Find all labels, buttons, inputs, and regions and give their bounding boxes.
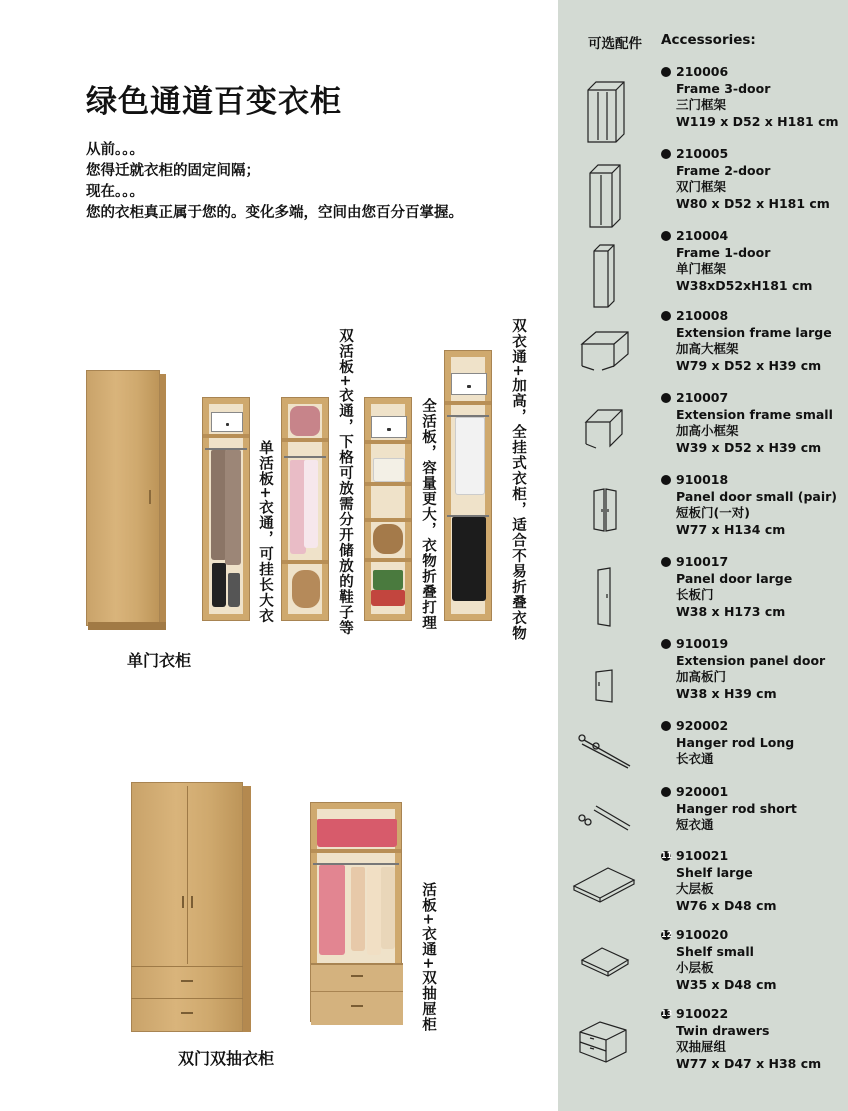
- item-code: 920001: [676, 784, 729, 799]
- accessory-item: [661, 1006, 821, 1072]
- config-caption: 双衣通+加高，全挂式衣柜，适合不易折叠衣物: [510, 318, 526, 642]
- item-name-en: Extension frame large: [676, 324, 832, 340]
- accessory-item: [661, 228, 812, 294]
- item-code: 920002: [676, 718, 729, 733]
- intro-line: 现在。。。: [86, 184, 144, 200]
- double-door-wardrobe-image: [131, 782, 251, 1038]
- intro-line: 您的衣柜真正属于您的。变化多端，空间由您百分百掌握。: [86, 205, 463, 221]
- item-name-en: Hanger rod Long: [676, 734, 795, 750]
- config-double-shelf-rod-image: [281, 397, 329, 621]
- bullet-icon: 11: [661, 851, 673, 861]
- item-name-cn: 单门框架: [676, 261, 727, 276]
- twin-drawers-icon: [578, 1018, 628, 1064]
- frame-2door-icon: [588, 163, 622, 229]
- frame-1door-icon: [592, 243, 616, 309]
- config-caption: 单活板+衣通，可挂长大衣: [257, 440, 273, 624]
- bullet-icon: 12: [661, 930, 673, 940]
- intro-line: 从前。。。: [86, 142, 144, 158]
- item-name-en: Hanger rod short: [676, 800, 797, 816]
- item-name-en: Shelf large: [676, 864, 753, 880]
- item-code: 910020: [676, 927, 729, 942]
- bullet-icon: [661, 393, 671, 403]
- config-shelf-rod-drawers-image: [310, 802, 402, 1022]
- accessory-item: [661, 784, 797, 834]
- item-code: 910019: [676, 636, 729, 651]
- item-size: W35 x D48 cm: [676, 976, 777, 992]
- item-name-cn: 短板门(一对): [676, 505, 750, 520]
- shelf-large-icon: [572, 864, 636, 904]
- item-code: 210007: [676, 390, 729, 405]
- extension-frame-small-icon: [584, 408, 624, 452]
- item-code: 210005: [676, 146, 729, 161]
- accessory-item: [661, 554, 792, 620]
- shelf-small-icon: [580, 944, 630, 980]
- item-code: 910021: [676, 848, 729, 863]
- bullet-icon: [661, 639, 671, 649]
- config-caption: 活板+衣通+双抽屉柜: [420, 882, 436, 1033]
- item-size: W38 x H173 cm: [676, 603, 786, 619]
- hanger-rod-long-icon: [576, 730, 634, 770]
- accessory-item: [661, 64, 839, 130]
- accessory-item: [661, 927, 777, 993]
- config-all-shelves-image: [364, 397, 412, 621]
- item-size: W77 x D47 x H38 cm: [676, 1055, 822, 1071]
- config-double-rod-extension-image: [444, 350, 492, 621]
- item-code: 210008: [676, 308, 729, 323]
- panel-door-large-icon: [596, 566, 612, 628]
- frame-3door-icon: [586, 80, 626, 144]
- intro-text: [86, 140, 463, 224]
- bullet-icon: [661, 231, 671, 241]
- accessory-item: [661, 146, 830, 212]
- hanger-rod-short-icon: [576, 800, 634, 832]
- item-name-cn: 加高大框架: [676, 341, 739, 356]
- item-size: W38xD52xH181 cm: [676, 277, 813, 293]
- accessories-header-cn: 可选配件: [588, 36, 642, 52]
- config-caption: 双活板+衣通，下格可放需分开储放的鞋子等: [337, 328, 353, 636]
- item-code: 910018: [676, 472, 729, 487]
- bullet-icon: [661, 67, 671, 77]
- item-name-en: Twin drawers: [676, 1022, 770, 1038]
- item-name-cn: 小层板: [676, 960, 714, 975]
- page-title: 绿色通道百变衣柜: [86, 84, 342, 120]
- accessory-item: [661, 848, 777, 914]
- accessory-item: [661, 390, 833, 456]
- item-size: W38 x H39 cm: [676, 685, 777, 701]
- bullet-icon: [661, 475, 671, 485]
- item-name-cn: 双抽屉组: [676, 1039, 727, 1054]
- item-name-cn: 大层板: [676, 881, 714, 896]
- bullet-icon: [661, 557, 671, 567]
- item-size: W80 x D52 x H181 cm: [676, 195, 830, 211]
- accessory-item: [661, 308, 832, 374]
- item-name-en: Frame 3-door: [676, 80, 771, 96]
- intro-line: 您得迁就衣柜的固定间隔；: [86, 163, 260, 179]
- accessory-item: [661, 636, 825, 702]
- config-caption: 全活板，容量更大，衣物折叠打理: [420, 398, 436, 631]
- item-name-cn: 加高小框架: [676, 423, 739, 438]
- item-size: W79 x D52 x H39 cm: [676, 357, 822, 373]
- accessory-item: [661, 472, 837, 538]
- extension-frame-large-icon: [580, 330, 630, 372]
- bullet-icon: [661, 311, 671, 321]
- item-size: W39 x D52 x H39 cm: [676, 439, 822, 455]
- item-size: W119 x D52 x H181 cm: [676, 113, 839, 129]
- item-name-cn: 加高板门: [676, 669, 727, 684]
- item-name-cn: 三门框架: [676, 97, 727, 112]
- config-single-shelf-rod-image: [202, 397, 250, 621]
- bullet-icon: [661, 787, 671, 797]
- item-name-en: Frame 2-door: [676, 162, 771, 178]
- single-door-caption: 单门衣柜: [127, 651, 192, 670]
- item-size: W76 x D48 cm: [676, 897, 777, 913]
- panel-door-pair-icon: [592, 487, 618, 533]
- accessory-item: [661, 718, 794, 768]
- item-name-cn: 长衣通: [676, 751, 714, 766]
- item-code: 210006: [676, 64, 729, 79]
- item-code: 910017: [676, 554, 729, 569]
- item-code: 210004: [676, 228, 729, 243]
- item-name-cn: 长板门: [676, 587, 714, 602]
- item-name-en: Panel door small (pair): [676, 488, 837, 504]
- accessories-header-en: Accessories:: [661, 32, 756, 48]
- item-name-en: Extension frame small: [676, 406, 833, 422]
- bullet-icon: [661, 149, 671, 159]
- item-name-en: Frame 1-door: [676, 244, 771, 260]
- single-door-wardrobe-image: [86, 370, 166, 632]
- item-name-en: Extension panel door: [676, 652, 826, 668]
- extension-panel-door-icon: [594, 668, 614, 704]
- bullet-icon: 13: [661, 1009, 673, 1019]
- item-name-cn: 双门框架: [676, 179, 727, 194]
- bullet-icon: [661, 721, 671, 731]
- item-name-en: Shelf small: [676, 943, 754, 959]
- item-code: 910022: [676, 1006, 729, 1021]
- item-name-cn: 短衣通: [676, 817, 714, 832]
- item-name-en: Panel door large: [676, 570, 793, 586]
- item-size: W77 x H134 cm: [676, 521, 786, 537]
- double-door-caption: 双门双抽衣柜: [178, 1049, 275, 1068]
